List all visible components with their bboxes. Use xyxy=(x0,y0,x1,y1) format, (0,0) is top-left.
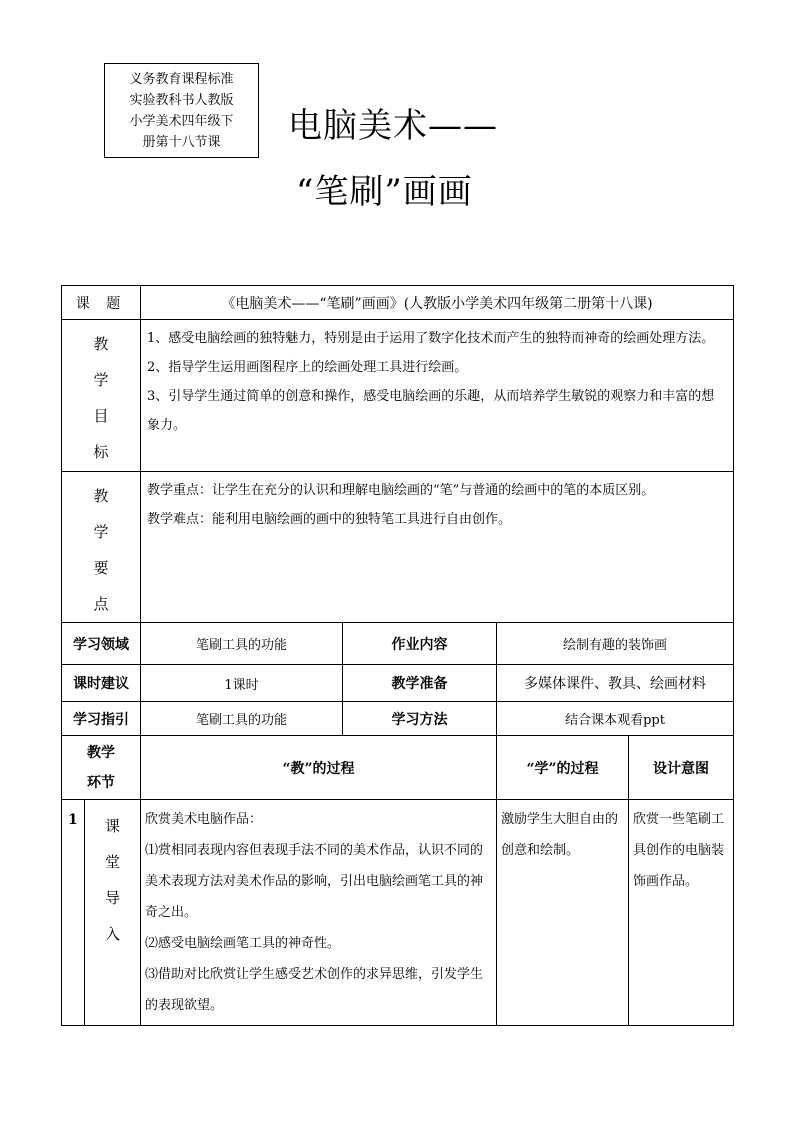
key-points-content xyxy=(141,472,734,623)
prep-value: 多媒体课件、教具、绘画材料 xyxy=(497,665,734,702)
time-label: 课时建议 xyxy=(62,665,141,702)
lesson-plan-table xyxy=(61,285,734,1026)
design-header: 设计意图 xyxy=(629,736,734,800)
field-row xyxy=(62,623,734,665)
time-row xyxy=(62,665,734,702)
stage1-teach-item: ⑵感受电脑绘画笔工具的神奇性。 xyxy=(145,936,341,951)
time-value: 1课时 xyxy=(141,665,343,702)
topic-label: 课 题 xyxy=(62,286,141,320)
key-points-label: 教 学 要 点 xyxy=(62,472,141,623)
goal-item: 2、指导学生运用画图程序上的绘画处理工具进行绘画。 xyxy=(147,360,468,375)
info-line: 实验教科书人教版 xyxy=(129,93,234,108)
topic-row xyxy=(62,286,734,320)
guide-row xyxy=(62,702,734,736)
stage1-teach-item: ⑴赏相同表现内容但表现手法不同的美术作品，认识不同的美术表现方法对美术作品的影响，引出电脑绘画笔工具的神奇之出。 xyxy=(145,843,484,920)
stage-header: 教学 环节 xyxy=(62,736,141,800)
guide-value: 笔刷工具的功能 xyxy=(141,702,343,736)
info-line: 小学美术四年级下 xyxy=(129,114,234,129)
homework-label: 作业内容 xyxy=(343,623,497,665)
key-point-item: 教学重点：让学生在充分的认识和理解电脑绘画的“笔”与普通的绘画中的笔的本质区别。 xyxy=(147,483,655,498)
stage1-name: 课 堂 导 入 xyxy=(85,800,141,1026)
stage1-row xyxy=(62,800,734,1026)
stage1-learn: 激励学生大胆自由的创意和绘制。 xyxy=(497,800,629,1026)
stage1-number: 1 xyxy=(62,800,85,1026)
goals-row xyxy=(62,320,734,472)
topic-value: 《电脑美术——“笔刷”画画》(人教版小学美术四年级第二册第十八课) xyxy=(141,286,734,320)
goal-item: 1、感受电脑绘画的独特魅力，特别是由于运用了数字化技术而产生的独特而神奇的绘画处理方法。 xyxy=(147,331,715,346)
field-label: 学习领域 xyxy=(62,623,141,665)
page-title-line1: 电脑美术—— xyxy=(288,106,498,146)
homework-value: 绘制有趣的装饰画 xyxy=(497,623,734,665)
guide-label: 学习指引 xyxy=(62,702,141,736)
stage1-teach-item: ⑶借助对比欣赏让学生感受艺术创作的求异思维，引发学生的表现欲望。 xyxy=(145,967,484,1013)
stage1-design: 欣赏一些笔刷工具创作的电脑装饰画作品。 xyxy=(629,800,734,1026)
curriculum-info-box xyxy=(104,63,259,158)
stage1-teach-item: 欣赏美术电脑作品： xyxy=(145,812,263,827)
stage-header-row xyxy=(62,736,734,800)
prep-label: 教学准备 xyxy=(343,665,497,702)
goals-label: 教 学 目 标 xyxy=(62,320,141,472)
stage1-teach xyxy=(141,800,497,1026)
key-points-row xyxy=(62,472,734,623)
method-label: 学习方法 xyxy=(343,702,497,736)
teach-header: “教”的过程 xyxy=(141,736,497,800)
page-title-line2: “笔刷”画画 xyxy=(296,172,473,212)
field-value: 笔刷工具的功能 xyxy=(141,623,343,665)
goals-content xyxy=(141,320,734,472)
key-point-item: 教学难点：能利用电脑绘画的画中的独特笔工具进行自由创作。 xyxy=(147,512,512,527)
info-line: 册第十八节课 xyxy=(142,135,221,150)
learn-header: “学”的过程 xyxy=(497,736,629,800)
goal-item: 3、引导学生通过简单的创意和操作，感受电脑绘画的乐趣，从而培养学生敏锐的观察力和丰富的想象力。 xyxy=(147,389,715,433)
method-value: 结合课本观看ppt xyxy=(497,702,734,736)
info-line: 义务教育课程标准 xyxy=(129,72,234,87)
